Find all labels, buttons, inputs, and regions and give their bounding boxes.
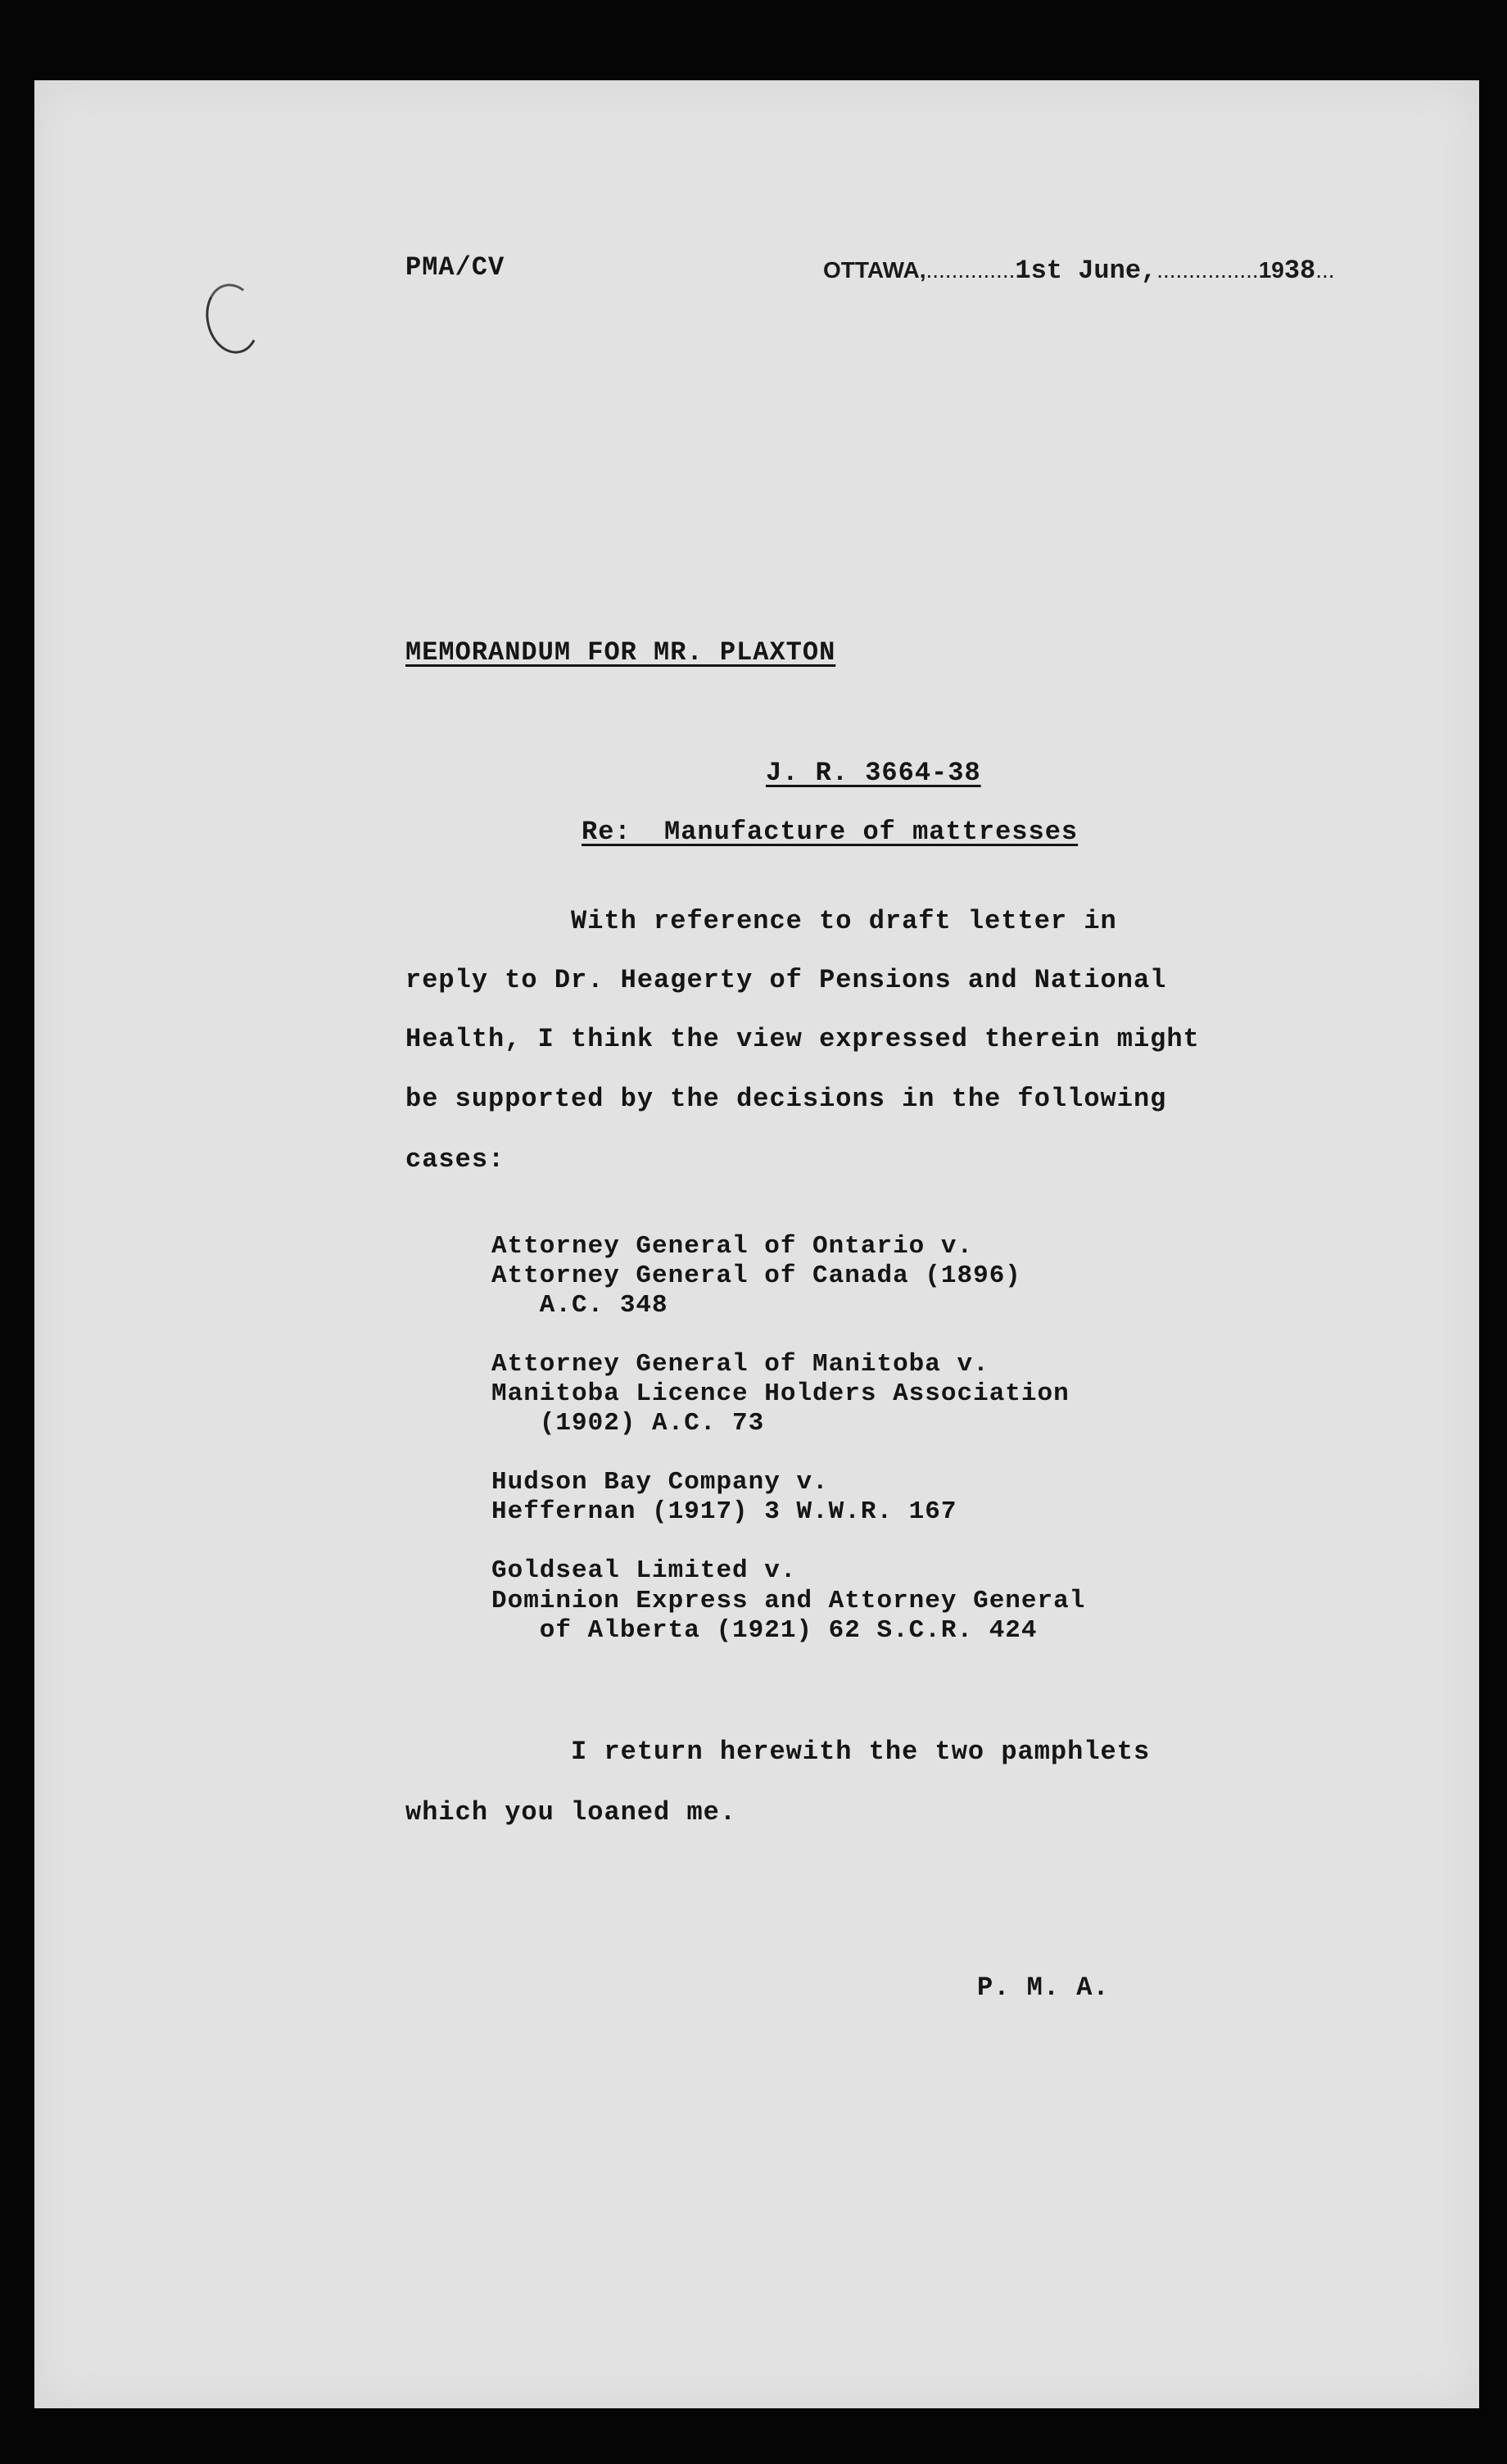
dateline	[823, 256, 1335, 286]
signature-initials: P. M. A.	[977, 1973, 1110, 2003]
closing-line-2: which you loaned me.	[405, 1797, 737, 1828]
case-4-line-2: Dominion Express and Attorney General	[491, 1587, 1086, 1615]
intro-line-3: Health, I think the view expressed therein might	[405, 1024, 1200, 1054]
intro-line-2: reply to Dr. Heagerty of Pensions and National	[405, 965, 1167, 995]
intro-line-1: With reference to draft letter in	[405, 906, 1117, 936]
case-1-line-1: Attorney General of Ontario v.	[491, 1232, 974, 1261]
case-2-line-3: (1902) A.C. 73	[491, 1409, 765, 1438]
punch-hole-mark	[200, 279, 265, 358]
file-number: J. R. 3664-38	[766, 758, 981, 788]
case-3-line-2: Heffernan (1917) 3 W.W.R. 167	[491, 1497, 957, 1526]
reference-code: PMA/CV	[405, 252, 505, 283]
case-2-line-1: Attorney General of Manitoba v.	[491, 1350, 989, 1379]
case-1-line-2: Attorney General of Canada (1896)	[491, 1261, 1021, 1290]
case-4-line-3: of Alberta (1921) 62 S.C.R. 424	[491, 1616, 1038, 1645]
case-1-line-3: A.C. 348	[491, 1291, 668, 1320]
memo-subject: Re: Manufacture of mattresses	[582, 817, 1079, 847]
dateline-city: OTTAWA,	[823, 257, 926, 283]
case-3-line-1: Hudson Bay Company v.	[491, 1468, 829, 1497]
case-4-line-1: Goldseal Limited v.	[491, 1556, 797, 1585]
intro-line-4: be supported by the decisions in the following	[405, 1084, 1167, 1114]
case-2-line-2: Manitoba Licence Holders Association	[491, 1379, 1070, 1408]
dateline-dots-3: ...	[1315, 257, 1335, 283]
dateline-dots-1: ..............	[925, 257, 1016, 283]
intro-line-5: cases:	[405, 1144, 505, 1175]
dateline-date: 1st June,	[1015, 256, 1157, 286]
dateline-year-prefix: 19	[1258, 257, 1284, 283]
closing-line-1: I return herewith the two pamphlets	[405, 1737, 1151, 1767]
dateline-year-suffix: 38	[1283, 256, 1316, 286]
memo-heading: MEMORANDUM FOR MR. PLAXTON	[405, 637, 836, 668]
dateline-dots-2: ................	[1156, 257, 1259, 283]
